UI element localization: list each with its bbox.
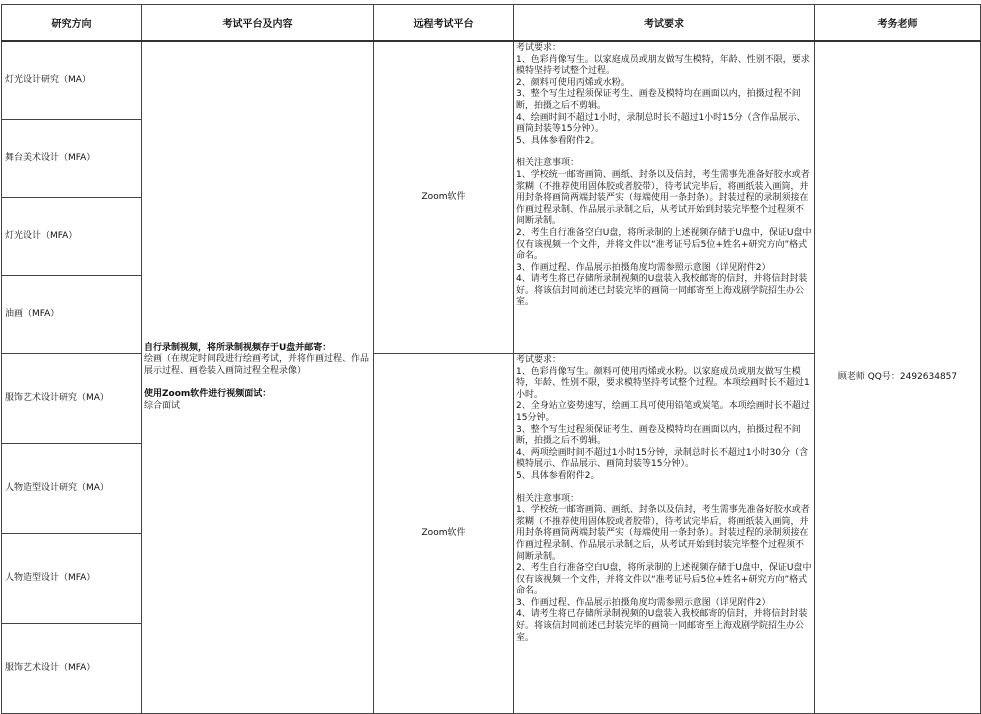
requirement-line: 1、学校统一邮寄画筒、画纸、封条以及信封，考生需事先准备好胶水或者浆糊（不推荐使用固体胶或者胶带），待考试完毕后，将画纸装入画筒，并用封条将画筒两端封装严实（每端使用一条封条）。封装过程的录制须接在作画过程录制、作品展示录制之后，从考试开始到封装完毕整个过程须不间断录制。: [516, 505, 810, 562]
teacher-cell: 顾老师 QQ号：2492634857: [815, 41, 981, 714]
direction-cell: 灯光设计研究（MA）: [2, 41, 142, 120]
requirement-line: 4、请考生将已存储所录制视频的U盘装入我校邮寄的信封，并将信封封装好。将该信封同前述已封装完毕的画筒一同邮寄至上海戏剧学院招生办公室。: [516, 274, 808, 308]
requirement-line: 2、考生自行准备空白U盘，将所录制的上述视频存储于U盘中，保证U盘中仅有该视频一个文件，并将文件以“准考证号后5位+姓名+研究方向”格式命名。: [516, 227, 812, 262]
requirement-line: 1、色彩肖像写生。颜料可使用丙烯或水粉。以家庭成员或朋友做写生模特，年龄、性别不限，要求模特坚持考试整个过程。本项绘画时长不超过1小时。: [516, 366, 810, 400]
requirement-spacer: [516, 147, 812, 158]
requirement-line: 考试要求：: [516, 43, 562, 53]
platform-text-interview: 综合面试: [144, 400, 181, 411]
requirement-line: 3、作画过程、作品展示拍摄角度均需参照示意图（详见附件2）: [516, 597, 771, 608]
direction-cell: 舞台美术设计（MFA）: [2, 120, 142, 198]
header-requirements: 考试要求: [514, 5, 815, 42]
requirement-line: 4、绘画时间不超过1小时，录制总时长不超过1小时15分（含作品展示、画筒封装等15分钟）。: [516, 112, 806, 135]
platform-heading-video: 自行录制视频，将所录制视频存于U盘并邮寄：: [144, 342, 332, 353]
requirements-cell-1: [514, 41, 815, 354]
platform-heading-zoom: 使用Zoom软件进行视频面试：: [144, 389, 272, 400]
header-platform: 考试平台及内容: [142, 5, 374, 42]
requirement-line: 1、色彩肖像写生。以家庭成员或朋友做写生模特，年龄、性别不限，要求模特坚持考试整个过程。: [516, 54, 810, 77]
requirements-list-1: [516, 43, 812, 309]
requirement-line: 5、具体参看附件2。: [516, 135, 600, 146]
requirement-line: 3、整个写生过程须保证考生、画卷及模特均在画面以内，拍摄过程不间断，拍摄之后不剪辑。: [516, 89, 801, 111]
requirements-list-2: [516, 355, 812, 644]
requirement-spacer: [516, 483, 812, 494]
platform-text-painting: 绘画（在规定时间段进行绘画考试，并将作画过程、作品展示过程、画卷装入画筒过程全程录像）: [144, 354, 370, 376]
requirement-line: 相关注意事项：: [516, 493, 580, 504]
table-row: [2, 41, 981, 120]
direction-cell: 服饰艺术设计（MFA）: [2, 624, 142, 714]
header-row: [2, 5, 981, 42]
direction-cell: 人物造型设计（MFA）: [2, 534, 142, 624]
requirement-line: 5、具体参看附件2。: [516, 470, 600, 481]
requirement-line: 考试要求：: [516, 355, 562, 365]
requirement-line: 2、颜料可使用丙烯或水粉。: [516, 77, 630, 88]
platform-content-cell: [142, 41, 374, 714]
exam-table: [1, 4, 981, 714]
requirements-cell-2: [514, 354, 815, 714]
remote-platform-cell-2: Zoom软件: [374, 354, 514, 714]
requirement-line: 4、请考生将已存储所录制视频的U盘装入我校邮寄的信封，并将信封封装好。将该信封同前述已封装完毕的画筒一同邮寄至上海戏剧学院招生办公室。: [516, 609, 808, 643]
direction-cell: 油画（MFA）: [2, 276, 142, 354]
requirement-line: 相关注意事项：: [516, 158, 580, 169]
requirement-line: 3、作画过程、作品展示拍摄角度均需参照示意图（详见附件2）: [516, 262, 771, 273]
requirement-line: 2、全身站立姿势速写，绘画工具可使用铅笔或炭笔。本项绘画时长不超过15分钟。: [516, 401, 810, 423]
direction-cell: 灯光设计（MFA）: [2, 198, 142, 276]
requirement-line: 1、学校统一邮寄画筒、画纸、封条以及信封，考生需事先准备好胶水或者浆糊（不推荐使用固体胶或者胶带），待考试完毕后，将画纸装入画筒，并用封条将画筒两端封装严实（每端使用一条封条）。封装过程的录制须接在作画过程录制、作品展示录制之后，从考试开始到封装完毕整个过程须不间断录制。: [516, 169, 810, 227]
requirement-line: 2、考生自行准备空白U盘，将所录制的上述视频存储于U盘中，保证U盘中仅有该视频一个文件，并将文件以“准考证号后5位+姓名+研究方向”格式命名。: [516, 563, 812, 597]
header-remote: 远程考试平台: [374, 5, 514, 42]
header-teacher: 考务老师: [815, 5, 981, 42]
requirement-line: 3、整个写生过程须保证考生、画卷及模特均在画面以内，拍摄过程不间断，拍摄之后不剪辑。: [516, 424, 801, 447]
requirement-line: 4、两项绘画时间不超过1小时15分钟，录制总时长不超过1小时30分（含模特展示、作品展示、画筒封装等15分钟）。: [516, 447, 809, 470]
direction-cell: 人物造型设计研究（MA）: [2, 444, 142, 534]
direction-cell: 服饰艺术设计研究（MA）: [2, 354, 142, 444]
remote-platform-cell-1: Zoom软件: [374, 41, 514, 354]
header-direction: 研究方向: [2, 5, 142, 42]
